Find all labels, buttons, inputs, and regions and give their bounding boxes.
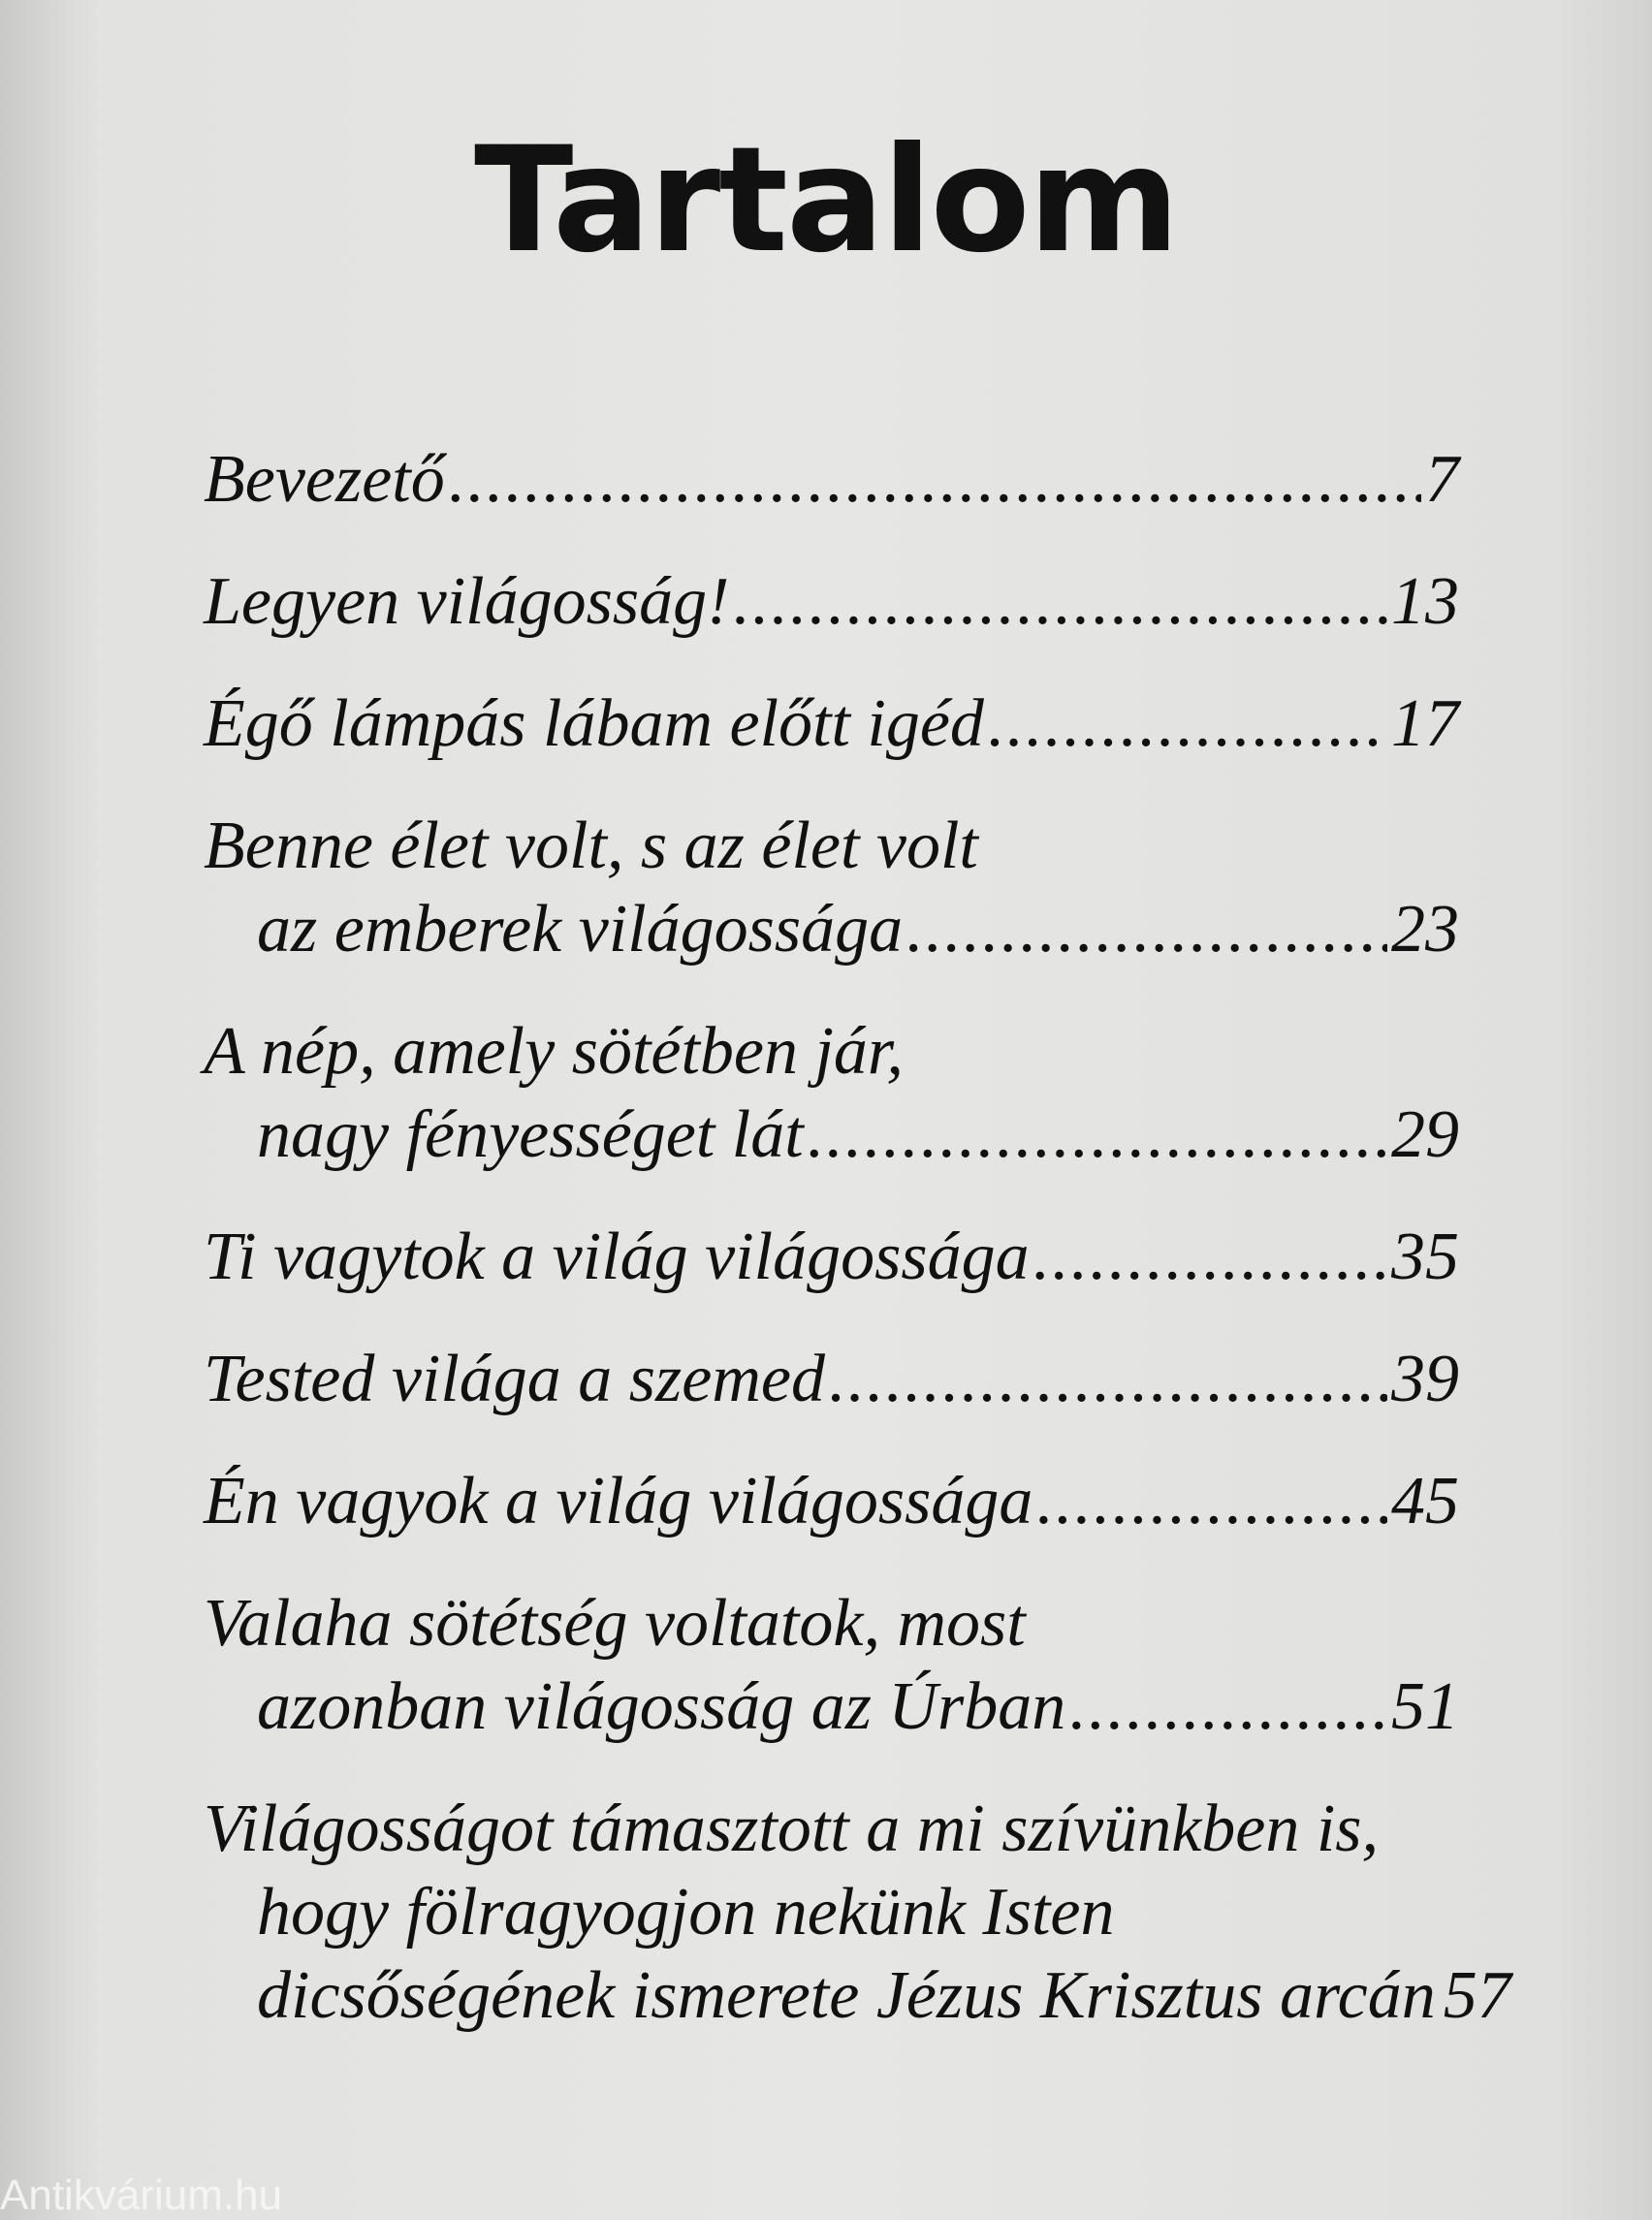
toc-entry-line: [204, 438, 1459, 522]
toc-page-number: 39: [1391, 1342, 1459, 1416]
toc-entry-line: [204, 1871, 1459, 1954]
toc-entry-title: Tested világa a szemed: [204, 1342, 825, 1416]
toc-entry: [204, 1216, 1459, 1299]
toc-entry: [204, 438, 1459, 522]
toc-entry-title: Valaha sötétség voltatok, most: [204, 1586, 1026, 1661]
toc-entry-title: hogy fölragyogjon nekünk Isten: [257, 1875, 1115, 1950]
toc-page-number: 23: [1391, 892, 1459, 967]
toc-page-number: 57: [1443, 1958, 1511, 2033]
toc-entry: [204, 1010, 1459, 1177]
toc-entry-line: [204, 682, 1459, 766]
toc-page-number: 17: [1391, 686, 1459, 761]
toc-page-number: 13: [1391, 564, 1459, 639]
toc-page-number: 51: [1391, 1669, 1459, 1744]
toc-entry: [204, 1582, 1459, 1749]
dot-leader: [829, 1338, 1387, 1421]
page-title: Tartalom: [474, 116, 1178, 285]
toc-entry: [204, 805, 1459, 971]
toc-entry-line: [204, 1338, 1459, 1421]
toc-entry-title: Legyen világosság!: [204, 564, 730, 639]
dot-leader: [1033, 1216, 1387, 1299]
watermark-text: Antikvárium.hu: [0, 2172, 283, 2219]
toc-entry-line: [204, 1582, 1459, 1665]
toc-page-number: 29: [1391, 1097, 1459, 1172]
toc-entry-line: [204, 805, 1459, 888]
toc-entry-line: [204, 1010, 1459, 1094]
dot-leader: [988, 682, 1387, 766]
dot-leader: [906, 888, 1387, 971]
toc-entry-title: A nép, amely sötétben jár,: [204, 1014, 904, 1089]
toc-entry-title: dicsőségének ismerete Jézus Krisztus arcán: [257, 1958, 1436, 2033]
toc-entry: [204, 682, 1459, 766]
toc-entry-line: [204, 560, 1459, 644]
dot-leader: [808, 1094, 1387, 1177]
toc-entry-line: [204, 1954, 1511, 2038]
toc-entry-title: azonban világosság az Úrban: [257, 1669, 1066, 1744]
dot-leader: [1069, 1665, 1387, 1749]
toc-entry-title: Ti vagytok a világ világossága: [204, 1220, 1030, 1294]
toc-entry-title: nagy fényességet lát: [257, 1097, 804, 1172]
toc-entry-title: Én vagyok a világ világossága: [204, 1464, 1033, 1538]
dot-leader: [733, 560, 1387, 644]
toc-entry-title: Világosságot támasztott a mi szívünkben is,: [204, 1792, 1380, 1866]
toc-entry-line: [204, 888, 1459, 971]
toc-page-number: 45: [1391, 1464, 1459, 1538]
dot-leader: [1036, 1460, 1387, 1543]
dot-leader: [449, 438, 1421, 522]
toc-entry-line: [204, 1788, 1459, 1871]
toc-entry: [204, 1788, 1511, 2038]
toc-entry-line: [204, 1665, 1459, 1749]
toc-entry-title: az emberek világossága: [257, 892, 904, 967]
table-of-contents: [204, 438, 1511, 2077]
toc-entry: [204, 1338, 1459, 1421]
toc-entry-line: [204, 1094, 1459, 1177]
toc-page-number: 7: [1425, 442, 1459, 517]
toc-entry-title: Bevezető: [204, 442, 445, 517]
toc-entry-line: [204, 1460, 1459, 1543]
toc-entry-title: Égő lámpás lábam előtt igéd: [204, 686, 984, 761]
toc-entry: [204, 1460, 1459, 1543]
toc-entry-line: [204, 1216, 1459, 1299]
toc-entry-title: Benne élet volt, s az élet volt: [204, 809, 978, 883]
toc-page-number: 35: [1391, 1220, 1459, 1294]
toc-entry: [204, 560, 1459, 644]
